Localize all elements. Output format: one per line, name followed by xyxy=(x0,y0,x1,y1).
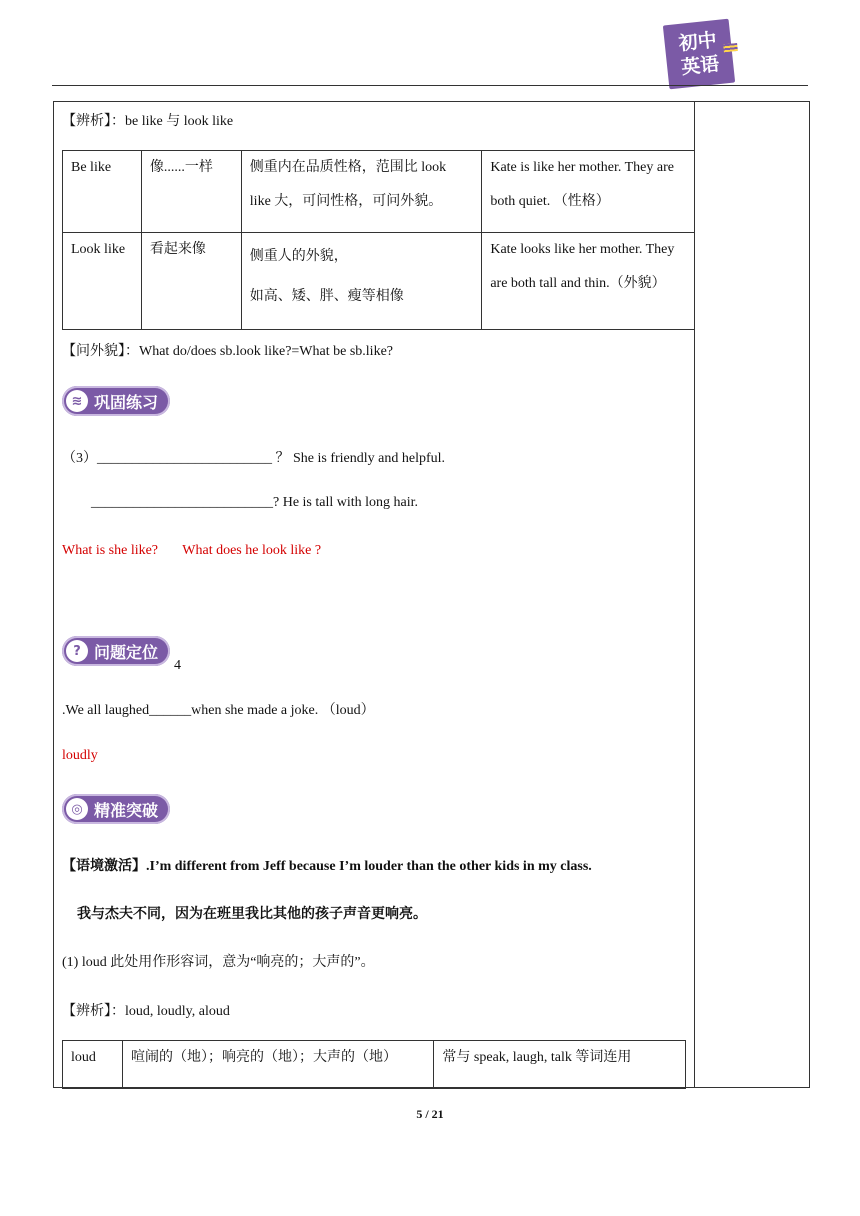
context-translation: 我与杰夫不同，因为在班里我比其他的孩子声音更响亮。 xyxy=(77,907,427,922)
section-title-be-like: 【辨析】：be like 与 look like xyxy=(62,114,234,129)
be-like-table xyxy=(62,150,695,330)
breakthrough-badge: ◎ 精准突破 xyxy=(62,794,170,824)
question-icon: ? xyxy=(66,640,88,662)
loud-table xyxy=(62,1040,686,1089)
table-cell: Be like xyxy=(63,151,142,233)
header-rule xyxy=(52,85,808,86)
table-cell: 常与 speak, laugh, talk 等词连用 xyxy=(434,1041,686,1089)
problem-number: 4 xyxy=(174,658,181,673)
table-cell: Look like xyxy=(63,233,142,330)
practice-line-1: （3）_________________________ ？ She is friendly and helpful. xyxy=(62,451,446,466)
logo-text-1: 初中 xyxy=(677,29,718,55)
context-sentence: 【语境激活】.I’m different from Jeff because I’m louder than the other kids in my class. xyxy=(62,859,592,874)
logo-text-2: 英语 xyxy=(680,53,721,79)
table-cell: Kate is like her mother. They are both quiet. （性格） xyxy=(482,151,695,233)
table-row xyxy=(63,151,695,233)
table-cell: 像......一样 xyxy=(141,151,241,233)
usage-note: (1) loud 此处用作形容词，意为“响亮的；大声的”。 xyxy=(62,955,375,970)
table-cell: 喧闹的（地）；响亮的（地）；大声的（地） xyxy=(122,1041,433,1089)
practice-badge: ≋ 巩固练习 xyxy=(62,386,170,416)
section-title-loud: 【辨析】：loud, loudly, aloud xyxy=(62,1004,230,1019)
practice-line-2: __________________________? He is tall with long hair. xyxy=(91,495,419,510)
layers-icon: ≋ xyxy=(66,390,88,412)
ask-appearance-note: 【问外貌】：What do/does sb.look like?=What be sb.like? xyxy=(62,344,393,359)
table-cell: 侧重人的外貌， 如高、矮、胖、瘦等相像 xyxy=(241,233,482,330)
page-number: 5 / 21 xyxy=(416,1107,444,1121)
target-icon: ◎ xyxy=(66,798,88,820)
practice-answer: What is she like? What does he look like ? xyxy=(62,543,322,558)
table-cell: loud xyxy=(63,1041,123,1089)
table-cell: 看起来像 xyxy=(141,233,241,330)
table-cell: Kate looks like her mother. They are both tall and thin.（外貌） xyxy=(482,233,695,330)
table-cell: 侧重内在品质性格，范围比 look like 大，可问性格，可问外貌。 xyxy=(241,151,482,233)
table-row xyxy=(63,233,695,330)
logo xyxy=(663,19,735,90)
problem-badge: ? 问题定位 xyxy=(62,636,170,666)
table-row xyxy=(63,1041,686,1089)
logo-stripe xyxy=(723,43,738,52)
problem-question: .We all laughed______when she made a joke. （loud） xyxy=(62,703,375,718)
problem-answer: loudly xyxy=(62,748,98,763)
